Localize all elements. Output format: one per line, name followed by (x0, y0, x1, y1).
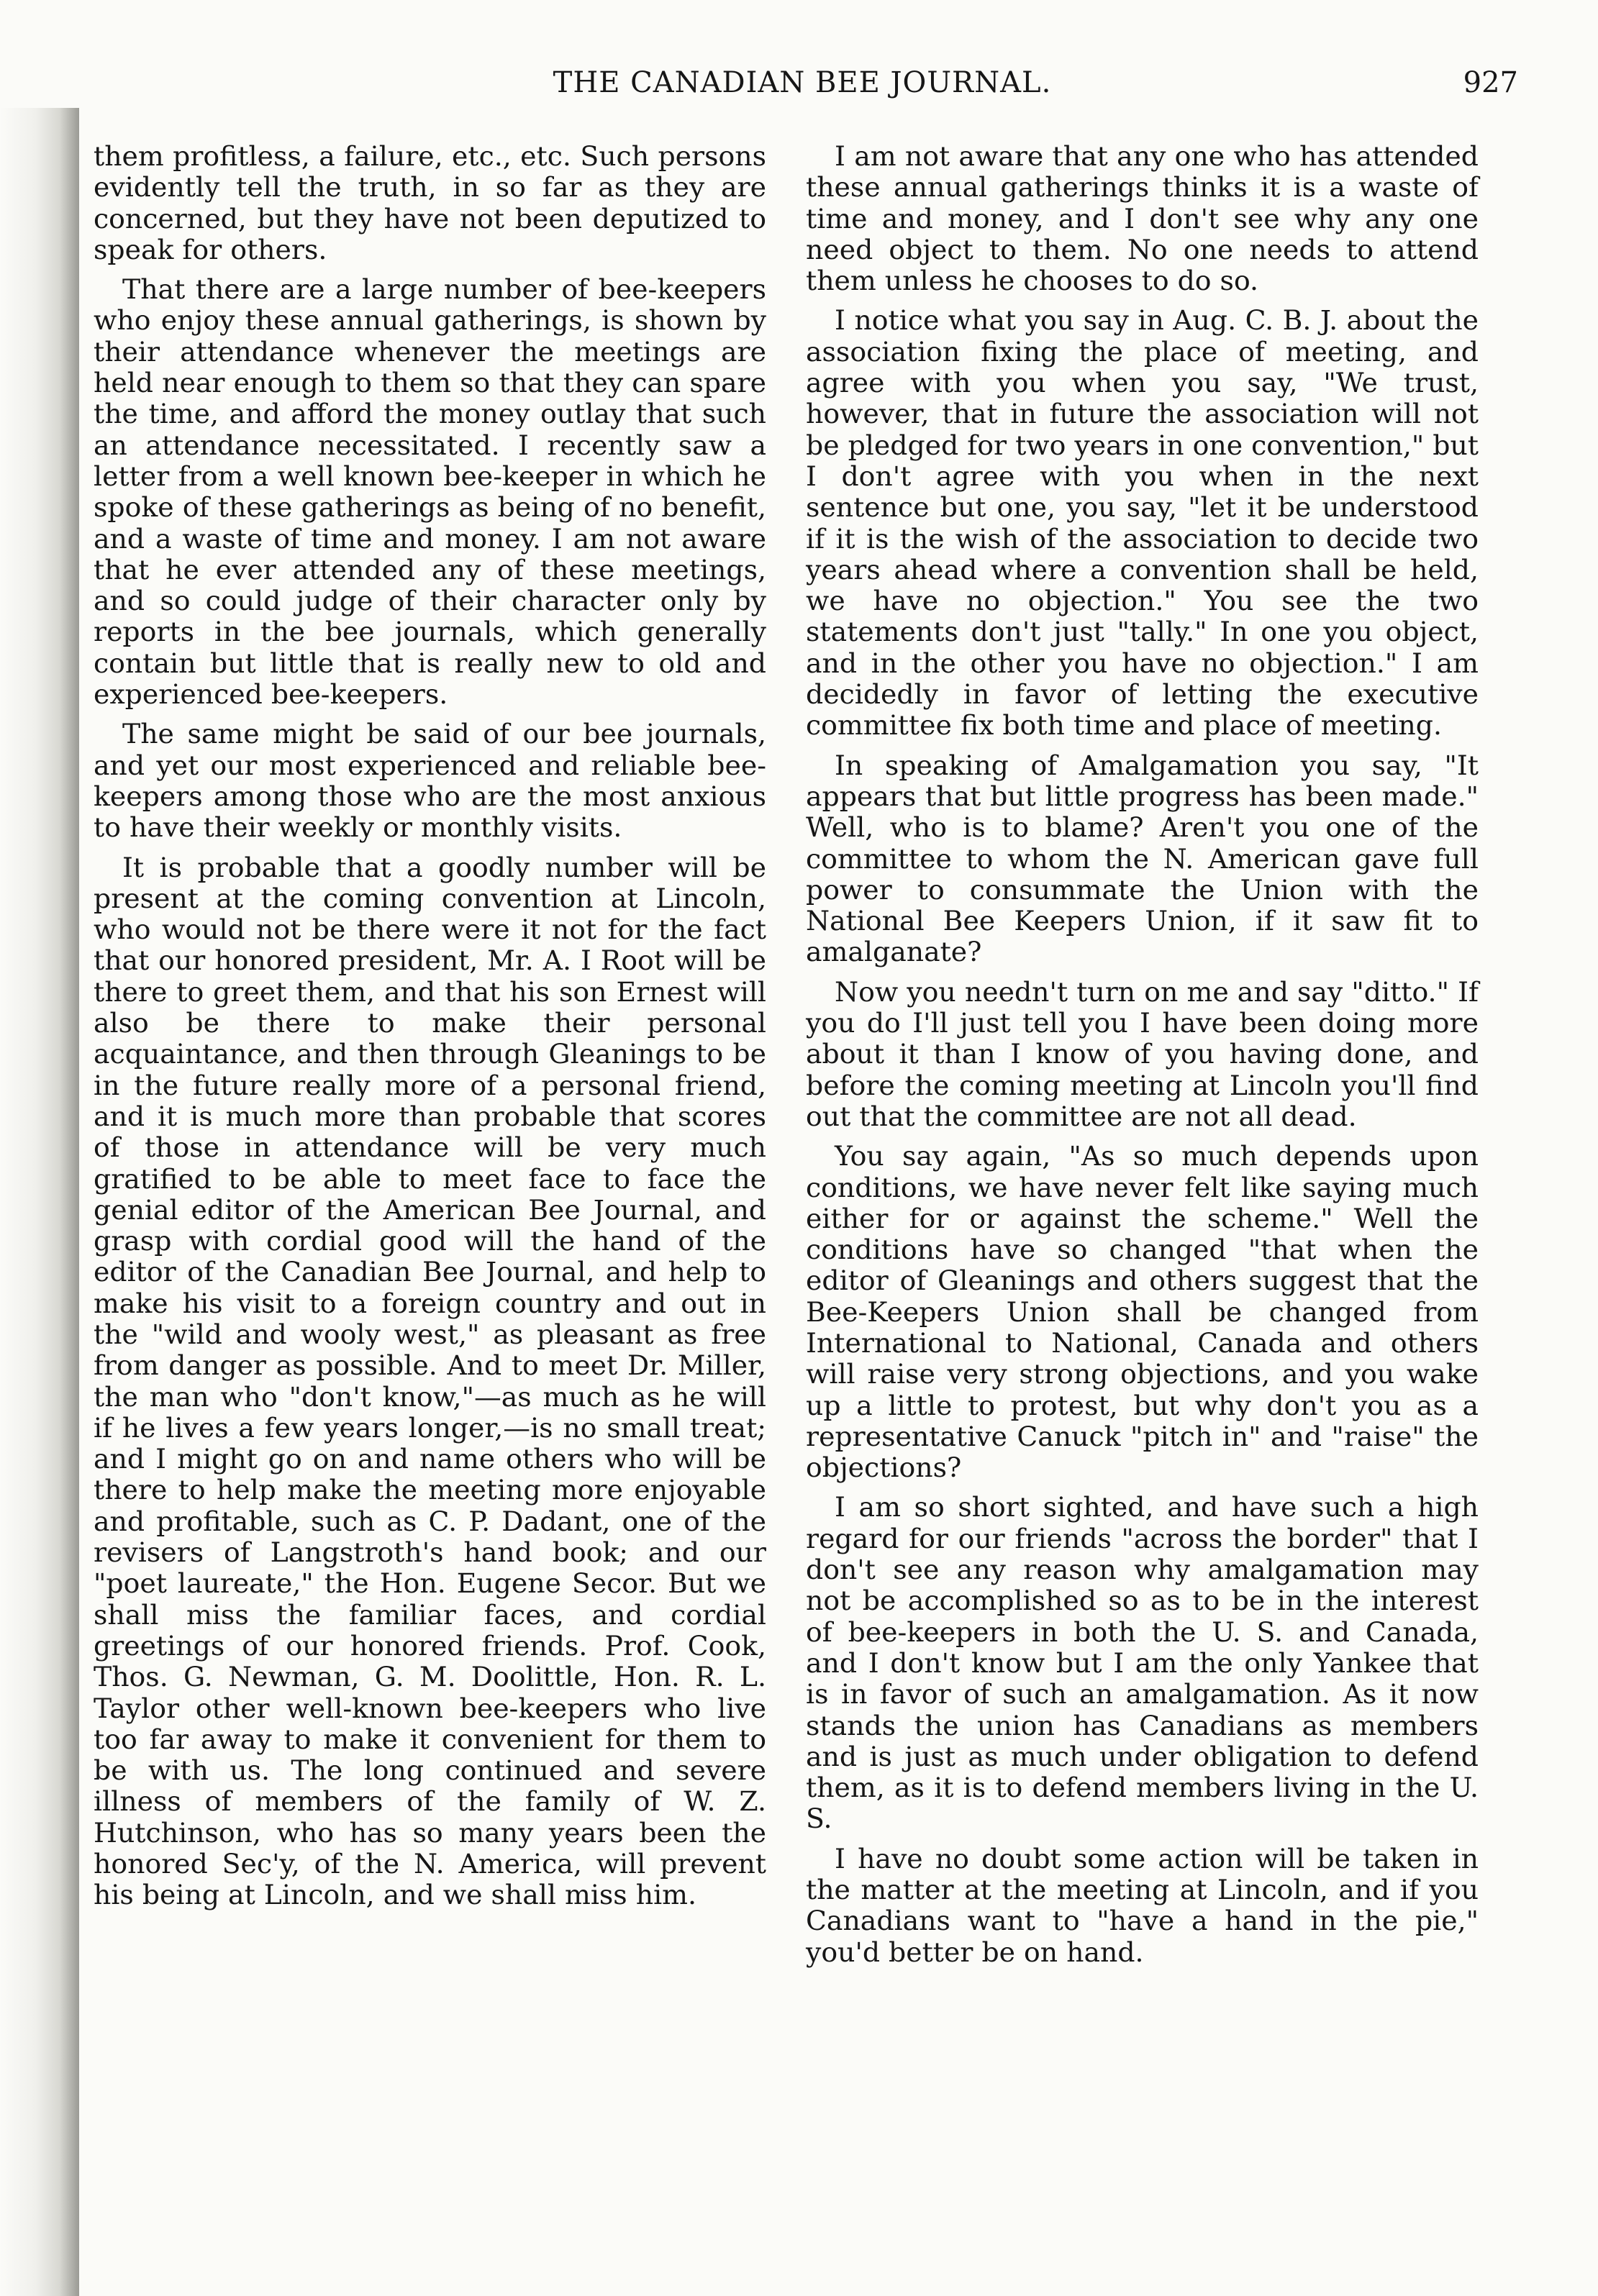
paragraph: In speaking of Amalgamation you say, "It appears that but little progress has been made." Well, who is to blame? Aren't you one of the committee to whom the N. American gave full power to consummate the Union with the National Bee Keepers Union, if it saw fit to amalganate? (806, 749, 1479, 968)
paragraph: I notice what you say in Aug. C. B. J. about the association fixing the place of meeting, and agree with you when you say, "We trust, however, that in future the association will not be pledged for two years in one convention," but I don't agree with you when in the next sentence but one, you say, "let it be understood if it is the wish of the association to decide two years ahead where a convention shall be held, we have no objection." You see the two statements don't just "tally." In one you object, and in the other you have no objection." I am decidedly in favor of letting the executive committee fix both time and place of meeting. (806, 304, 1479, 742)
page-header (86, 60, 1518, 111)
paragraph: I am so short sighted, and have such a high regard for our friends "across the border" that I don't see any reason why amalgamation may not be accomplished so as to be in the interest of bee-keepers in both the U. S. and Canada, and I don't know but I am the only Yankee that is in favor of such an amalgamation. As it now stands the union has Canadians as members and is just as much under obligation to defend them, as it is to defend members living in the U. S. (806, 1491, 1479, 1835)
paragraph: It is probable that a goodly number will be present at the coming convention at Lincoln, who would not be there were it not for the fact that our honored president, Mr. A. I Root will be there to greet them, and that his son Ernest will also be there to make their personal acquaintance, and then through Gleanings to be in the future really more of a personal friend, and it is much more than probable that scores of those in attendance will be very much gratified to be able to meet face to face the genial editor of the American Bee Journal, and grasp with cordial good will the hand of the editor of the Canadian Bee Journal, and help to make his visit to a foreign country and out in the "wild and wooly west," as pleasant as free from danger as possible. And to meet Dr. Miller, the man who "don't know,"—as much as he will if he lives a few years longer,—is no small treat; and I might go on and name others who will be there to help make the meeting more enjoyable and profitable, such as C. P. Dadant, one of the revisers of Langstroth's hand book; and our "poet laureate," the Hon. Eugene Secor. But we shall miss the familiar faces, and cordial greetings of our honored friends. Prof. Cook, Thos. G. Newman, G. M. Doolittle, Hon. R. L. Taylor other well-known bee-keepers who live too far away to make it convenient for them to be with us. The long continued and severe illness of members of the family of W. Z. Hutchinson, who has so many years been the honored Sec'y, of the N. America, will prevent his being at Lincoln, and we shall miss him. (94, 851, 766, 1911)
paragraph: I am not aware that any one who has attended these annual gatherings thinks it is a waste of time and money, and I don't see why any one need object to them. No one needs to attend them unless he chooses to do so. (806, 140, 1479, 297)
page-number: 927 (1463, 66, 1518, 99)
paragraph: That there are a large number of bee-keepers who enjoy these annual gatherings, is shown by their attendance whenever the meetings are held near enough to them so that they can spare the time, and afford the money outlay that such an attendance necessitated. I recently saw a letter from a well known bee-keeper in which he spoke of these gatherings as being of no benefit, and a waste of time and money. I am not aware that he ever attended any of these meetings, and so could judge of their character only by reports in the bee journals, which generally contain but little that is really new to old and experienced bee-keepers. (94, 273, 766, 711)
paragraph: The same might be said of our bee journals, and yet our most experienced and reliable bee-keepers among those who are the most anxious to have their weekly or monthly visits. (94, 718, 766, 844)
paragraph: Now you needn't turn on me and say "ditto." If you do I'll just tell you I have been doing more about it than I know of you having done, and before the coming meeting at Lincoln you'll find out that the committee are not all dead. (806, 975, 1479, 1132)
paragraph: them profitless, a failure, etc., etc. Such persons evidently tell the truth, in so far as they are concerned, but they have not been deputized to speak for others. (94, 140, 766, 265)
journal-title: THE CANADIAN BEE JOURNAL. (553, 66, 1052, 99)
paragraph: I have no doubt some action will be taken in the matter at the meeting at Lincoln, and if you Canadians want to "have a hand in the pie," you'd better be on hand. (806, 1842, 1479, 1968)
left-column (94, 141, 766, 1920)
right-column (806, 141, 1479, 1977)
binding-gutter (0, 108, 79, 2296)
paragraph: You say again, "As so much depends upon conditions, we have never felt like saying much either for or against the scheme." Well the conditions have so changed "that when the editor of Gleanings and others suggest that the Bee-Keepers Union shall be changed from International to National, Canada and others will raise very strong objections, and you wake up a little to protest, but why don't you as a representative Canuck "pitch in" and "raise" the objections? (806, 1140, 1479, 1484)
